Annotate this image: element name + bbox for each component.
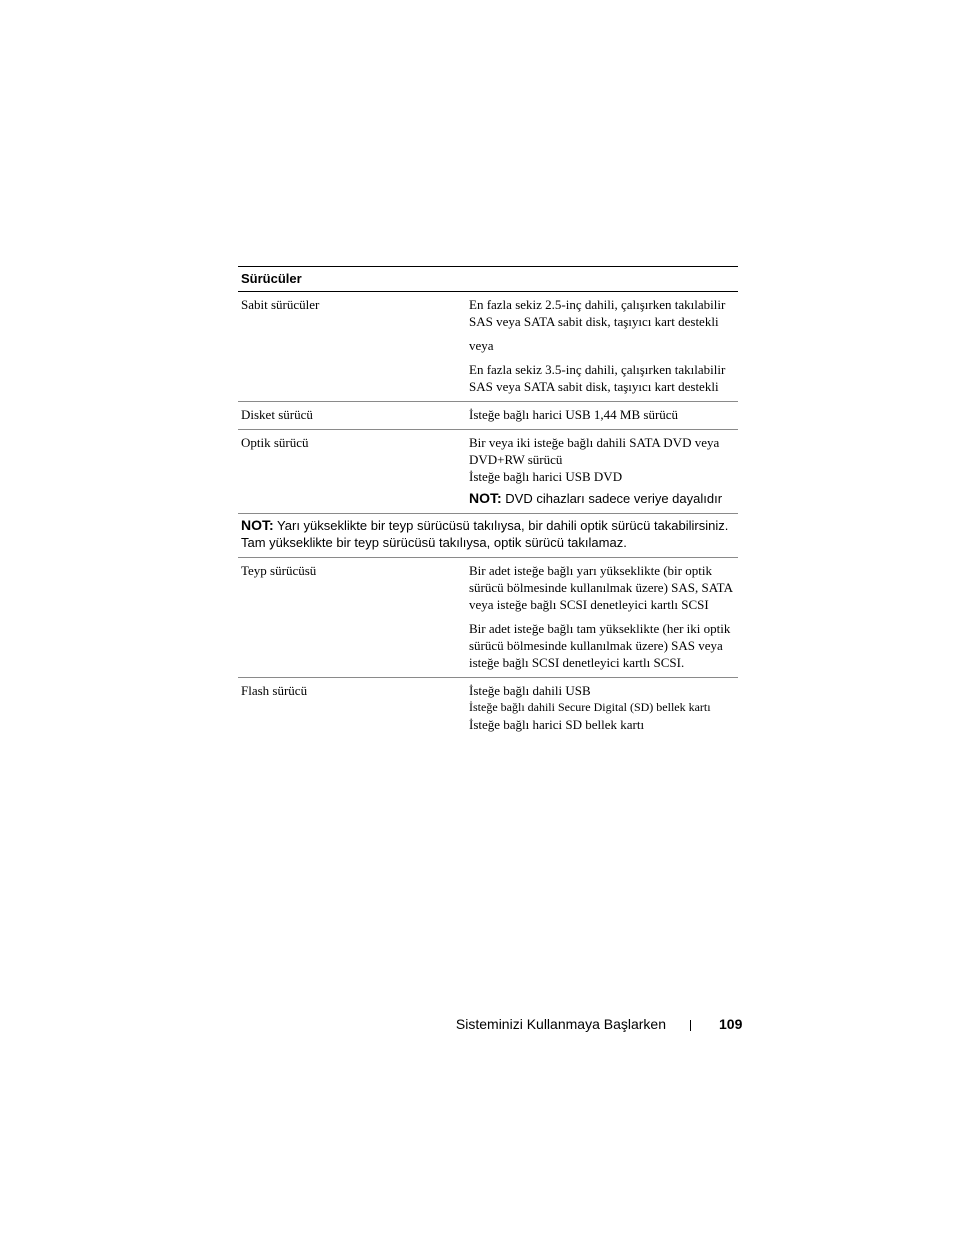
value-paragraph: veya <box>469 338 494 353</box>
value-paragraph: İsteğe bağlı harici USB DVD <box>469 469 623 484</box>
row-label: Teyp sürücüsü <box>241 563 317 578</box>
section-header <box>238 267 738 292</box>
row-label: Disket sürücü <box>241 407 313 422</box>
table-row-tape-drive <box>238 558 738 678</box>
value-paragraph: En fazla sekiz 2.5-inç dahili, çalışırken takılabilir SAS veya SATA sabit disk, taşıyıcı kart destekli <box>469 297 726 329</box>
section-title: Sürücüler <box>241 271 302 286</box>
page-footer <box>0 1016 954 1036</box>
table-row-hard-drives <box>238 292 738 402</box>
value-paragraph: İsteğe bağlı dahili USB <box>469 683 591 698</box>
row-value <box>469 558 739 677</box>
specifications-table <box>238 266 738 739</box>
row-value <box>469 292 739 401</box>
row-value <box>469 678 739 739</box>
value-paragraph: İsteğe bağlı harici SD bellek kartı <box>469 717 645 732</box>
row-value <box>469 430 739 513</box>
footer-title: Sisteminizi Kullanmaya Başlarken <box>455 1016 666 1032</box>
note-label: NOT: <box>241 517 274 533</box>
note-label: NOT: <box>469 490 502 506</box>
table-row-flash-drive <box>238 678 738 739</box>
value-paragraph: Bir adet isteğe bağlı yarı yükseklikte (bir optik sürücü bölmesinde kullanılmak üzere) SAS, SATA veya isteğe bağlı SCSI denetleyici kartlı SCSI <box>469 563 733 612</box>
value-paragraph: Bir veya iki isteğe bağlı dahili SATA DVD veya DVD+RW sürücü <box>469 435 720 467</box>
row-label: Sabit sürücüler <box>241 297 320 312</box>
page-number: 109 <box>719 1016 743 1032</box>
table-note <box>238 514 738 558</box>
footer-separator <box>690 1020 691 1031</box>
row-value <box>469 402 739 429</box>
note-text: Yarı yükseklikte bir teyp sürücüsü takılıysa, bir dahili optik sürücü takabilirsiniz. Tam yükseklikte bir teyp sürücüsü takılıysa, optik sürücü takılamaz. <box>241 518 729 550</box>
value-paragraph: İsteğe bağlı harici USB 1,44 MB sürücü <box>469 407 679 422</box>
note-text: DVD cihazları sadece veriye dayalıdır <box>501 491 723 506</box>
row-label: Optik sürücü <box>241 435 309 450</box>
table-row-diskette-drive <box>238 402 738 430</box>
row-label: Flash sürücü <box>241 683 308 698</box>
value-paragraph: En fazla sekiz 3.5-inç dahili, çalışırken takılabilir SAS veya SATA sabit disk, taşıyıcı kart destekli <box>469 362 726 394</box>
value-paragraph: İsteğe bağlı dahili Secure Digital (SD) bellek kartı <box>469 700 711 714</box>
value-paragraph: Bir adet isteğe bağlı tam yükseklikte (her iki optik sürücü bölmesinde kullanılmak üzere) SAS veya isteğe bağlı SCSI denetleyici kartlı SCSI. <box>469 621 731 670</box>
inline-note <box>469 490 739 507</box>
table-row-optical-drive <box>238 430 738 514</box>
